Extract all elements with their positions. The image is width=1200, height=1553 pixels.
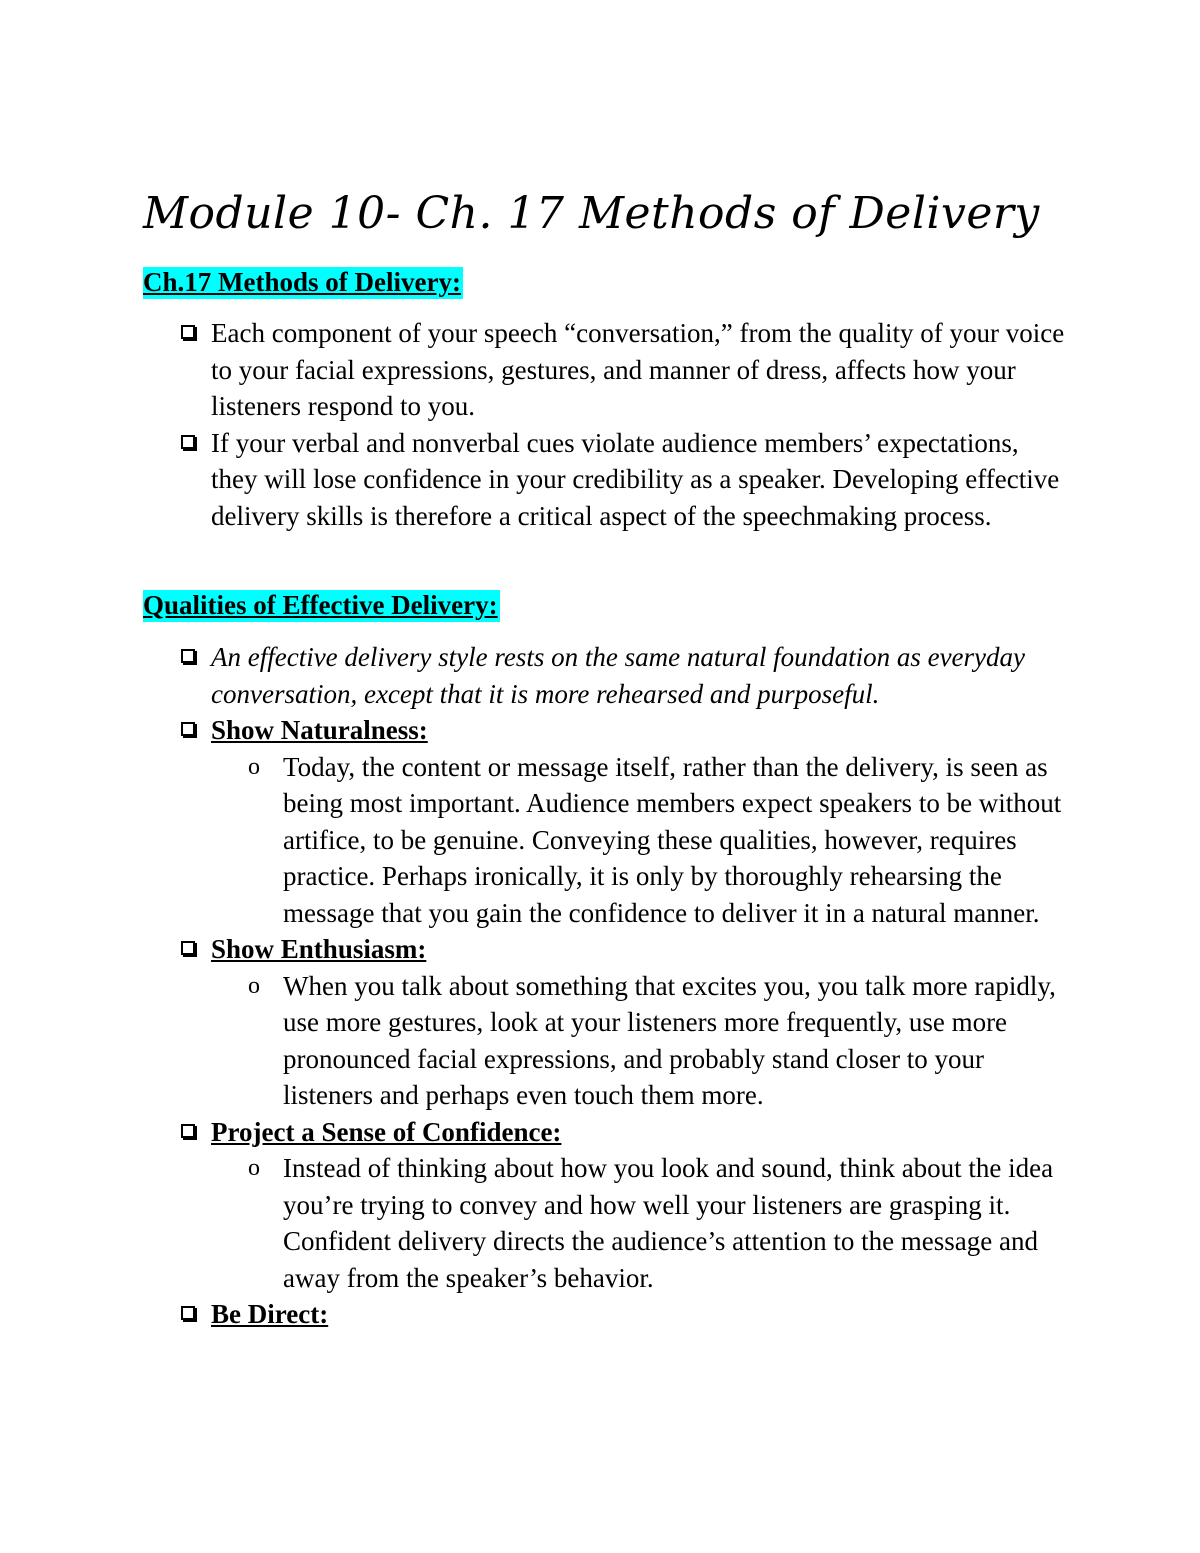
list-item bbox=[0, 315, 1071, 425]
checkbox-icon bbox=[181, 649, 195, 663]
topic-confidence bbox=[0, 1114, 1071, 1151]
qualities-checklist bbox=[0, 639, 1073, 1333]
topic-enthusiasm bbox=[0, 931, 1071, 968]
list-item-text: If your verbal and nonverbal cues violate audience members’ expectations, they will lose confidence in your credibility as a speaker. Developing effective delivery skills is therefore a critical aspect of the speechmaking process. bbox=[211, 427, 1060, 531]
checkbox-icon bbox=[181, 941, 195, 955]
bullet-marker: o bbox=[248, 753, 260, 780]
methods-checklist bbox=[0, 315, 1071, 534]
list-item bbox=[0, 425, 1071, 535]
topic-label: Show Enthusiasm: bbox=[211, 934, 427, 964]
list-item-text: Each component of your speech “conversation,” from the quality of your voice to your facial expressions, gestures, and manner of dress, affects how your listeners respond to you. bbox=[211, 318, 1065, 421]
sub-item-text: Instead of thinking about how you look and sound, think about the idea you’re trying to convey and how well your listeners are grasping it. Confident delivery directs the audience’s attention to the message and away from the speaker’s behavior. bbox=[283, 1153, 1054, 1293]
sub-item bbox=[0, 749, 1073, 932]
intro-text: An effective delivery style rests on the same natural foundation as everyday conversation, except that it is more rehearsed and purposeful. bbox=[211, 642, 1026, 709]
checkbox-icon bbox=[181, 435, 195, 449]
topic-naturalness bbox=[0, 712, 1071, 749]
bullet-marker: o bbox=[248, 972, 260, 999]
page-title: Module 10- Ch. 17 Methods of Delivery bbox=[143, 188, 1040, 239]
list-item-intro bbox=[0, 639, 1071, 712]
topic-label: Show Naturalness: bbox=[211, 715, 428, 745]
sub-item bbox=[0, 1150, 1073, 1296]
checkbox-icon bbox=[181, 1124, 195, 1138]
section-heading-methods bbox=[143, 264, 463, 300]
topic-direct bbox=[0, 1296, 1071, 1333]
checkbox-icon bbox=[181, 1306, 195, 1320]
checkbox-icon bbox=[181, 722, 195, 736]
sub-item-text: When you talk about something that excites you, you talk more rapidly, use more gestures, look at your listeners more frequently, use more pronounced facial expressions, and probably stand closer to your listeners and perhaps even touch them more. bbox=[283, 970, 1056, 1110]
sub-item-text: Today, the content or message itself, rather than the delivery, is seen as being most important. Audience members expect speakers to be without artifice, to be genuine. Conveying these qualities, however, requires practice. Perhaps ironically, it is only by thoroughly rehearsing the message that you gain the confidence to deliver it in a natural manner. bbox=[283, 751, 1062, 928]
bullet-marker: o bbox=[248, 1155, 260, 1181]
heading-highlight: Qualities of Effective Delivery: bbox=[143, 590, 498, 620]
topic-label: Be Direct: bbox=[211, 1299, 329, 1329]
section-heading-qualities bbox=[143, 587, 500, 623]
heading-highlight: Ch.17 Methods of Delivery: bbox=[143, 267, 461, 297]
topic-label: Project a Sense of Confidence: bbox=[211, 1116, 562, 1147]
checkbox-icon bbox=[181, 325, 195, 339]
sub-item bbox=[0, 968, 1073, 1114]
